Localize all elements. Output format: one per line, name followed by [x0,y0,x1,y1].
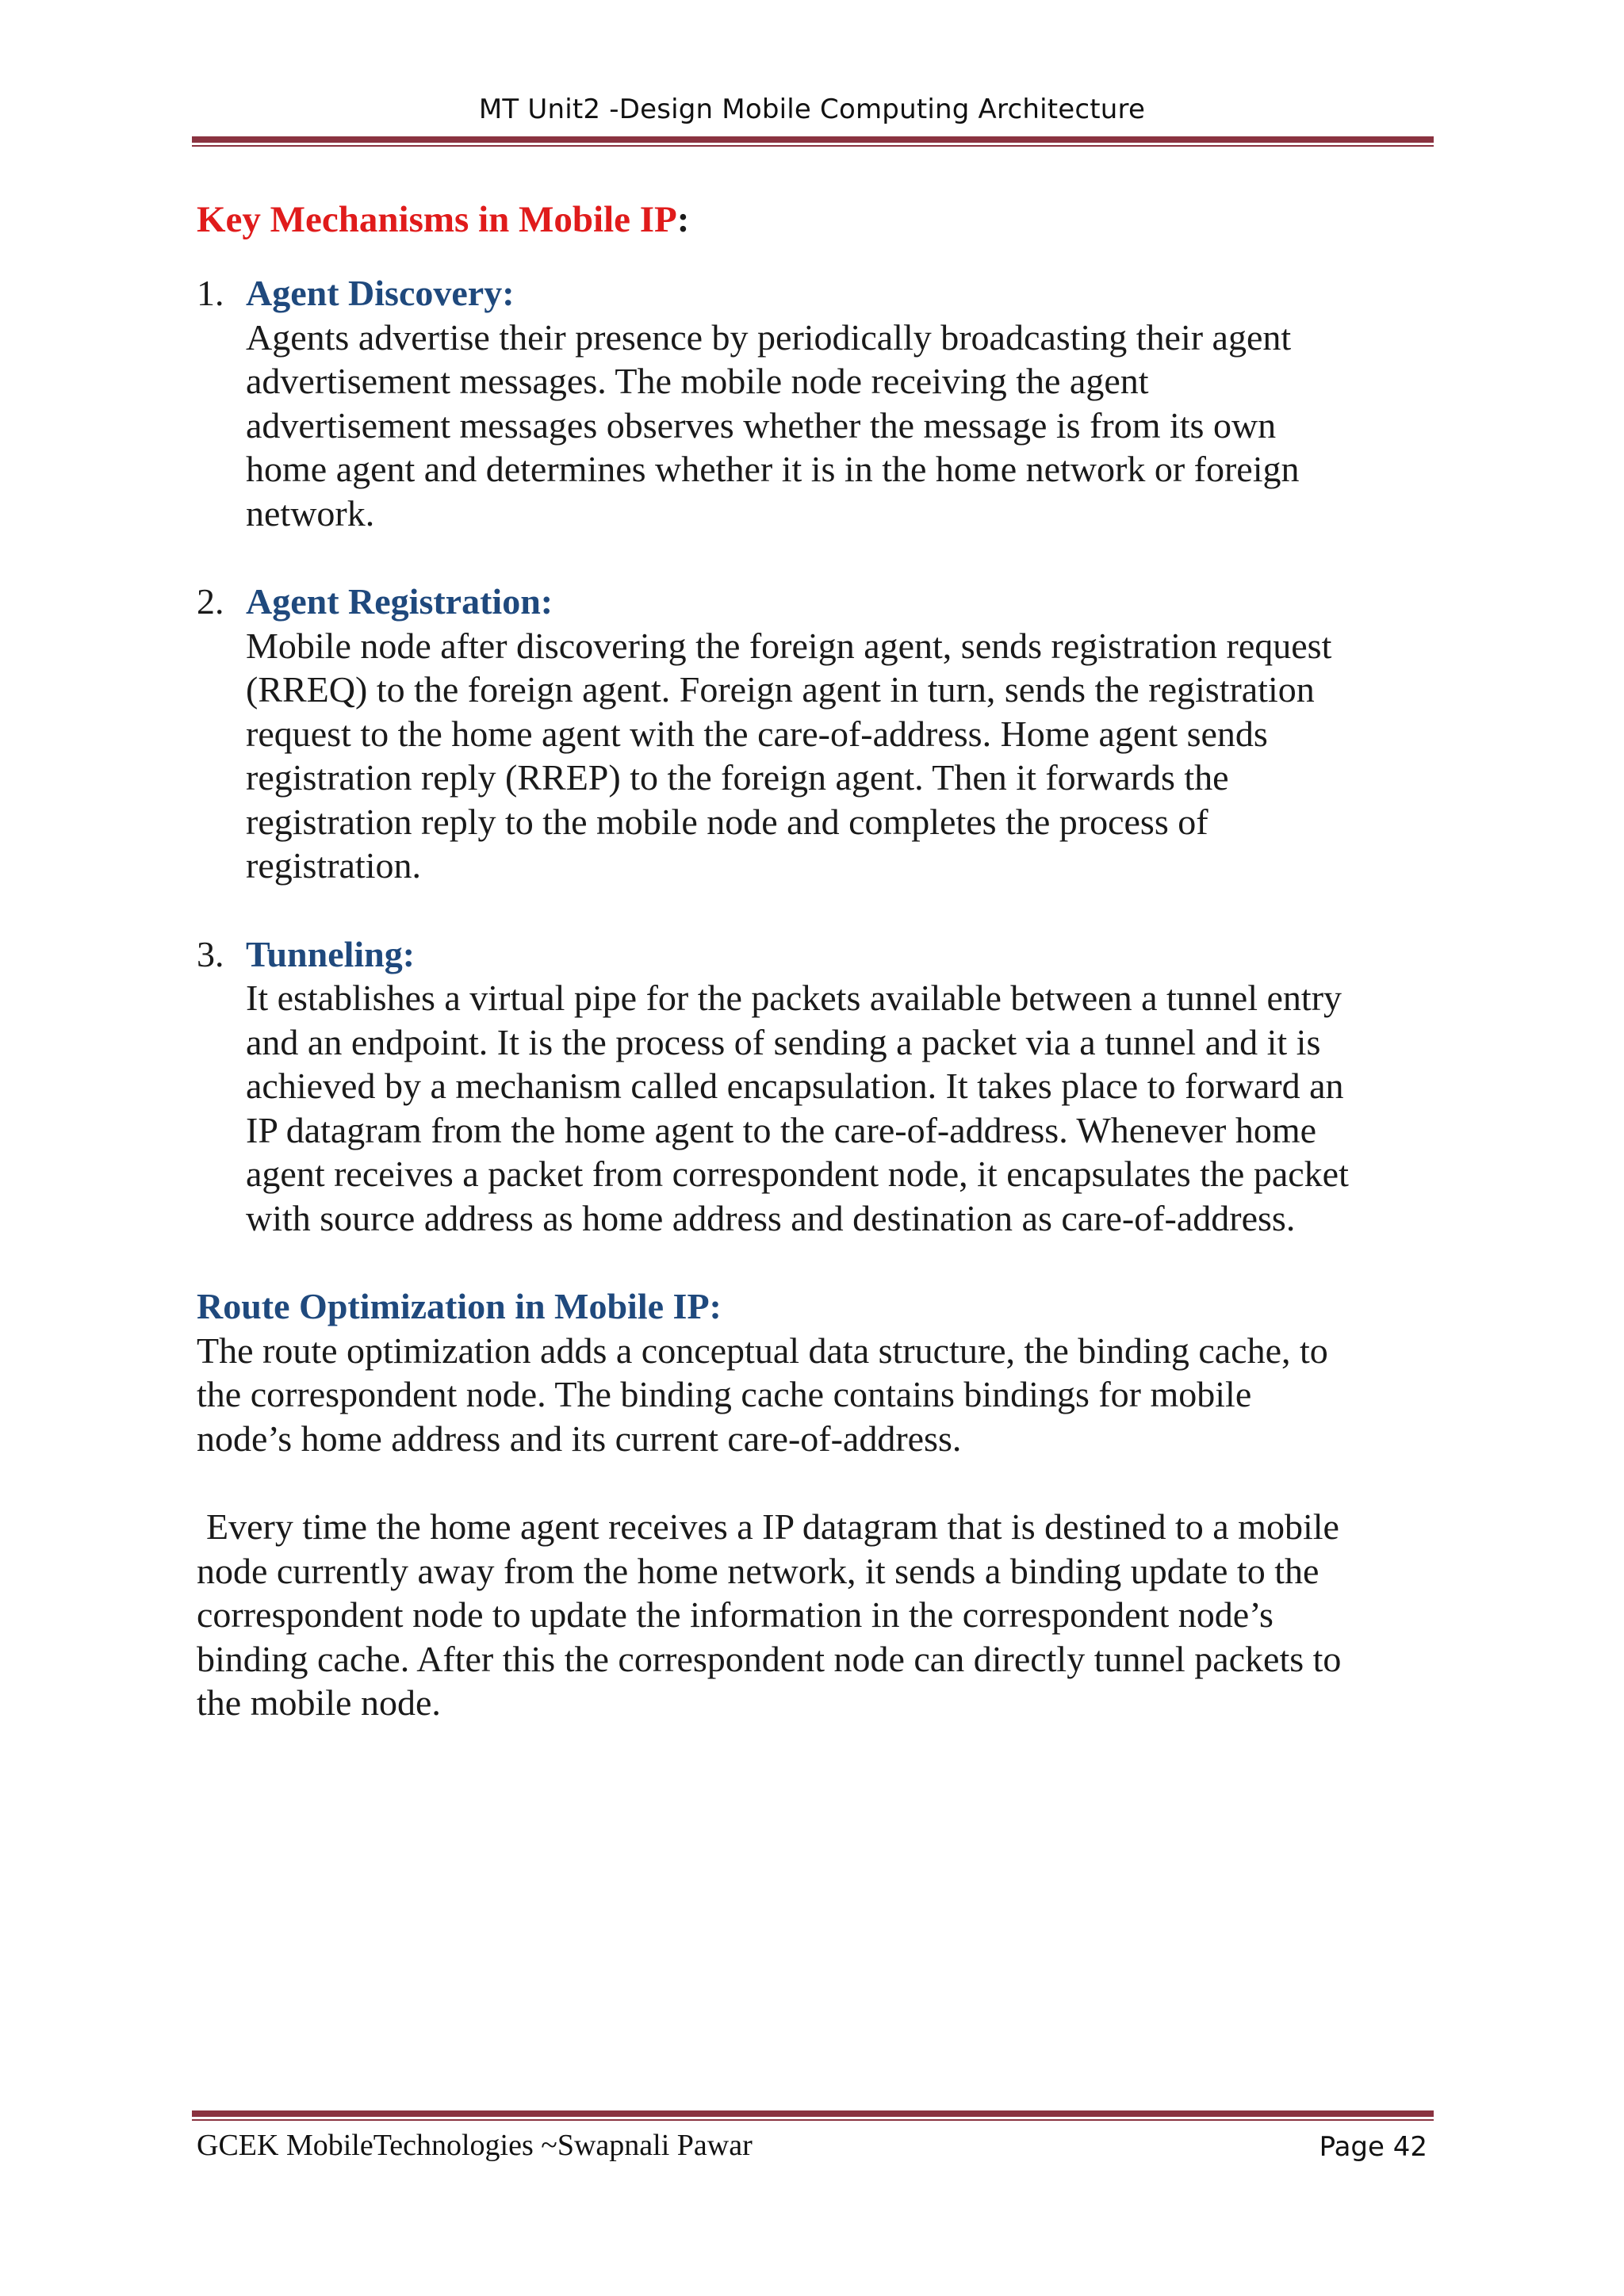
list-item-line: network. [246,492,375,534]
list-item-line: achieved by a mechanism called encapsulation. It takes place to forward an [246,1066,1344,1106]
footer-divider [192,2110,1434,2121]
paragraph-line: Every time the home agent receives a IP datagram that is destined to a mobile [206,1506,1339,1547]
list-item-line: registration. [246,845,421,886]
list-item-line: It establishes a virtual pipe for the packets available between a tunnel entry [246,978,1342,1018]
list-item-title: Agent Discovery: [246,273,515,313]
list-item-tunneling [197,932,1434,1241]
list-item-agent-registration [197,580,1434,888]
list-item-title: Agent Registration: [246,581,553,622]
list-item-line: agent receives a packet from correspondent node, it encapsulates the packet [246,1154,1349,1194]
main-heading-colon: : [676,199,690,240]
page-content [197,190,1434,1725]
main-heading-text: Key Mechanisms in Mobile IP [197,199,677,240]
paragraph-line: node currently away from the home network, it sends a binding update to the [197,1550,1320,1591]
list-item-number: 1. [197,273,224,313]
list-item-line: (RREQ) to the foreign agent. Foreign agent in turn, sends the registration [246,669,1315,710]
list-item-line: and an endpoint. It is the process of sending a packet via a tunnel and it is [246,1021,1321,1062]
route-optimization-section [197,1284,1434,1725]
paragraph-line: the mobile node. [197,1682,441,1723]
paragraph-line: binding cache. After this the correspondent node can directly tunnel packets to [197,1638,1342,1679]
list-item-line: home agent and determines whether it is in the home network or foreign [246,449,1300,489]
footer-author: GCEK MobileTechnologies ~Swapnali Pawar [197,2129,753,2162]
section-heading: Route Optimization in Mobile IP: [197,1286,722,1326]
header-divider [192,136,1434,147]
list-item-agent-discovery [197,271,1434,535]
paragraph-line: the correspondent node. The binding cache contains bindings for mobile [197,1374,1252,1414]
paragraph-line: correspondent node to update the information in the correspondent node’s [197,1594,1274,1635]
footer-page-number: Page 42 [1319,2131,1427,2163]
page-header-title: MT Unit2 -Design Mobile Computing Architecture [478,94,1146,125]
paragraph-line: node’s home address and its current care-of-address. [197,1418,962,1459]
list-item-line: IP datagram from the home agent to the care-of-address. Whenever home [246,1109,1317,1150]
list-item-number: 2. [197,581,224,622]
list-item-line: advertisement messages observes whether the message is from its own [246,404,1277,446]
list-item-line: advertisement messages. The mobile node receiving the agent [246,361,1149,401]
list-item-number: 3. [197,933,224,974]
list-item-line: request to the home agent with the care-of-address. Home agent sends [246,713,1268,754]
list-item-title: Tunneling: [246,933,416,974]
list-item-line: Mobile node after discovering the foreign agent, sends registration request [246,625,1332,666]
list-item-line: Agents advertise their presence by periodically broadcasting their agent [246,316,1292,358]
list-item-line: with source address as home address and destination as care-of-address. [246,1197,1296,1238]
main-heading [197,190,1434,249]
list-item-line: registration reply to the mobile node and completes the process of [246,801,1208,842]
paragraph-line: The route optimization adds a conceptual data structure, the binding cache, to [197,1330,1328,1371]
list-item-line: registration reply (RREP) to the foreign agent. Then it forwards the [246,757,1229,798]
